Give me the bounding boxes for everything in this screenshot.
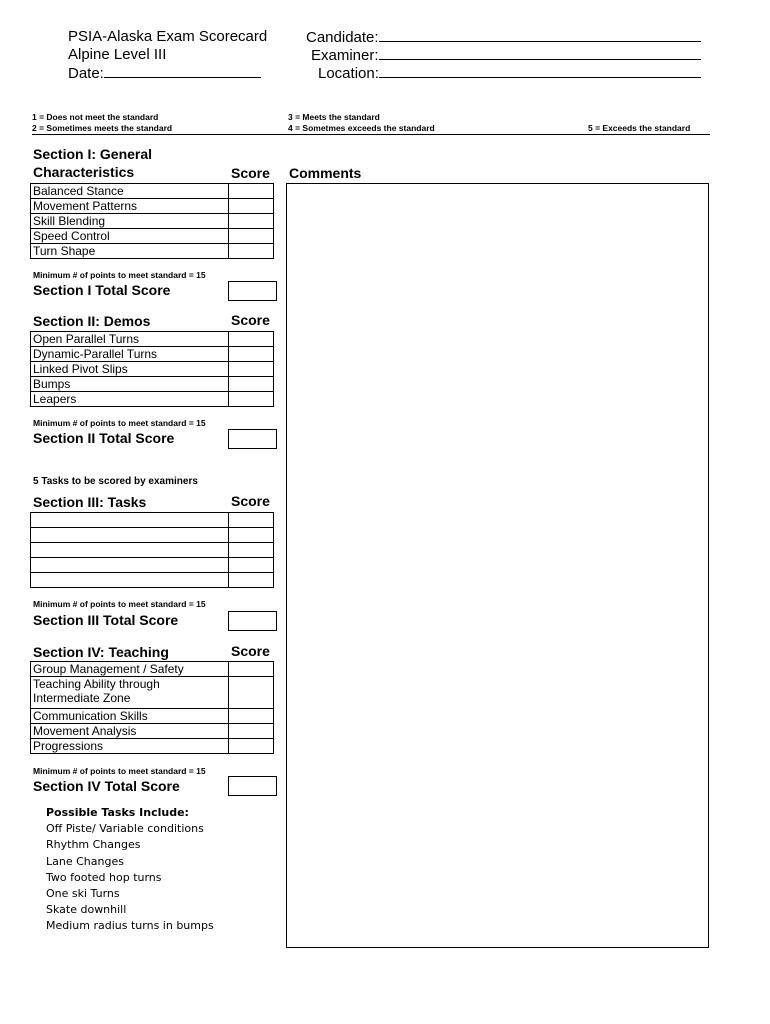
score-cell[interactable] [229, 677, 274, 709]
table-row [31, 573, 274, 588]
score-cell[interactable] [229, 558, 274, 573]
location-field[interactable] [318, 64, 701, 83]
score-cell[interactable] [229, 573, 274, 588]
section1-item: Movement Patterns [31, 199, 229, 214]
section1-table [30, 183, 274, 259]
section1-item: Skill Blending [31, 214, 229, 229]
section1-item: Turn Shape [31, 244, 229, 259]
candidate-label: Candidate: [306, 29, 379, 46]
score-cell[interactable] [229, 739, 274, 754]
table-row [31, 377, 274, 392]
table-row [31, 709, 274, 724]
table-row [31, 543, 274, 558]
section4-item: Movement Analysis [31, 724, 229, 739]
table-row [31, 347, 274, 362]
section1-total-box[interactable] [228, 281, 277, 301]
table-row [31, 724, 274, 739]
legend-5: 5 = Exceeds the standard [588, 123, 691, 133]
task-cell[interactable] [31, 558, 229, 573]
section2-item: Open Parallel Turns [31, 332, 229, 347]
score-cell[interactable] [229, 244, 274, 259]
list-item: Medium radius turns in bumps [46, 919, 214, 933]
list-item: Skate downhill [46, 903, 127, 917]
legend-4: 4 = Sometmes exceeds the standard [288, 123, 435, 133]
date-field[interactable] [68, 64, 261, 83]
table-row [31, 528, 274, 543]
legend-divider [32, 134, 710, 135]
section2-total-label: Section II Total Score [33, 430, 175, 446]
list-item: Off Piste/ Variable conditions [46, 822, 204, 836]
table-row [31, 332, 274, 347]
table-row [31, 229, 274, 244]
score-cell[interactable] [229, 214, 274, 229]
section4-item-multiline [31, 677, 229, 709]
section4-table [30, 661, 274, 754]
score-cell[interactable] [229, 184, 274, 199]
table-row [31, 184, 274, 199]
table-row [31, 244, 274, 259]
table-row [31, 392, 274, 407]
candidate-line[interactable] [379, 28, 701, 42]
possible-tasks-list [46, 805, 214, 935]
list-item: One ski Turns [46, 887, 120, 901]
examiner-line[interactable] [379, 46, 701, 60]
section2-item: Leapers [31, 392, 229, 407]
comments-header: Comments [289, 165, 362, 181]
section2-score-header: Score [231, 312, 270, 328]
examiner-label: Examiner: [311, 47, 379, 64]
task-cell[interactable] [31, 528, 229, 543]
section4-item: Communication Skills [31, 709, 229, 724]
location-line[interactable] [379, 64, 701, 78]
table-row [31, 558, 274, 573]
section3-score-header: Score [231, 493, 270, 509]
section3-table [30, 512, 274, 588]
score-cell[interactable] [229, 528, 274, 543]
section3-total-box[interactable] [228, 611, 277, 631]
comments-box[interactable] [286, 183, 709, 948]
section2-total-box[interactable] [228, 429, 277, 449]
score-cell[interactable] [229, 332, 274, 347]
location-label: Location: [318, 65, 379, 82]
section1-item: Speed Control [31, 229, 229, 244]
task-cell[interactable] [31, 513, 229, 528]
section4-total-box[interactable] [228, 776, 277, 796]
table-row [31, 199, 274, 214]
section1-item: Balanced Stance [31, 184, 229, 199]
section3-note: 5 Tasks to be scored by examiners [33, 476, 198, 487]
section4-item-line1: Teaching Ability through [33, 677, 160, 691]
list-item: Rhythm Changes [46, 838, 141, 852]
score-cell[interactable] [229, 709, 274, 724]
score-cell[interactable] [229, 543, 274, 558]
score-cell[interactable] [229, 513, 274, 528]
table-row [31, 513, 274, 528]
section2-min-note: Minimum # of points to meet standard = 15 [33, 418, 206, 428]
section1-score-header: Score [231, 165, 270, 181]
section4-item-line2: Intermediate Zone [33, 691, 131, 705]
section2-item: Linked Pivot Slips [31, 362, 229, 377]
section1-title-line2: Characteristics [33, 164, 135, 180]
list-item: Lane Changes [46, 854, 124, 868]
table-row [31, 662, 274, 677]
score-cell[interactable] [229, 724, 274, 739]
section3-min-note: Minimum # of points to meet standard = 15 [33, 599, 206, 609]
legend-3: 3 = Meets the standard [288, 112, 380, 122]
section2-table [30, 331, 274, 407]
date-label: Date: [68, 65, 104, 82]
section4-score-header: Score [231, 643, 270, 659]
table-row [31, 739, 274, 754]
section1-title-line1: Section I: General [33, 146, 153, 162]
date-line[interactable] [104, 64, 261, 78]
score-cell[interactable] [229, 362, 274, 377]
legend-2: 2 = Sometimes meets the standard [32, 123, 173, 133]
section2-title: Section II: Demos [33, 313, 151, 329]
score-cell[interactable] [229, 347, 274, 362]
score-cell[interactable] [229, 229, 274, 244]
section2-item: Dynamic-Parallel Turns [31, 347, 229, 362]
possible-tasks-heading: Possible Tasks Include: [46, 806, 189, 819]
score-cell[interactable] [229, 392, 274, 407]
task-cell[interactable] [31, 543, 229, 558]
table-row [31, 214, 274, 229]
section3-total-label: Section III Total Score [33, 612, 179, 628]
table-row [31, 362, 274, 377]
task-cell[interactable] [31, 573, 229, 588]
score-cell[interactable] [229, 199, 274, 214]
legend-1: 1 = Does not meet the standard [32, 112, 159, 122]
section3-title: Section III: Tasks [33, 494, 147, 510]
section4-min-note: Minimum # of points to meet standard = 15 [33, 766, 206, 776]
section4-item: Group Management / Safety [31, 662, 229, 677]
list-item: Two footed hop turns [46, 870, 162, 884]
examiner-field[interactable] [311, 46, 701, 65]
section2-item: Bumps [31, 377, 229, 392]
score-cell[interactable] [229, 377, 274, 392]
candidate-field[interactable] [306, 28, 701, 47]
section1-min-note: Minimum # of points to meet standard = 15 [33, 270, 206, 280]
section4-total-label: Section IV Total Score [33, 778, 180, 794]
form-title: PSIA-Alaska Exam Scorecard [68, 28, 268, 45]
score-cell[interactable] [229, 662, 274, 677]
section4-item: Progressions [31, 739, 229, 754]
section4-title: Section IV: Teaching [33, 644, 169, 660]
section1-total-label: Section I Total Score [33, 282, 171, 298]
form-level: Alpine Level III [68, 46, 167, 63]
table-row [31, 677, 274, 709]
